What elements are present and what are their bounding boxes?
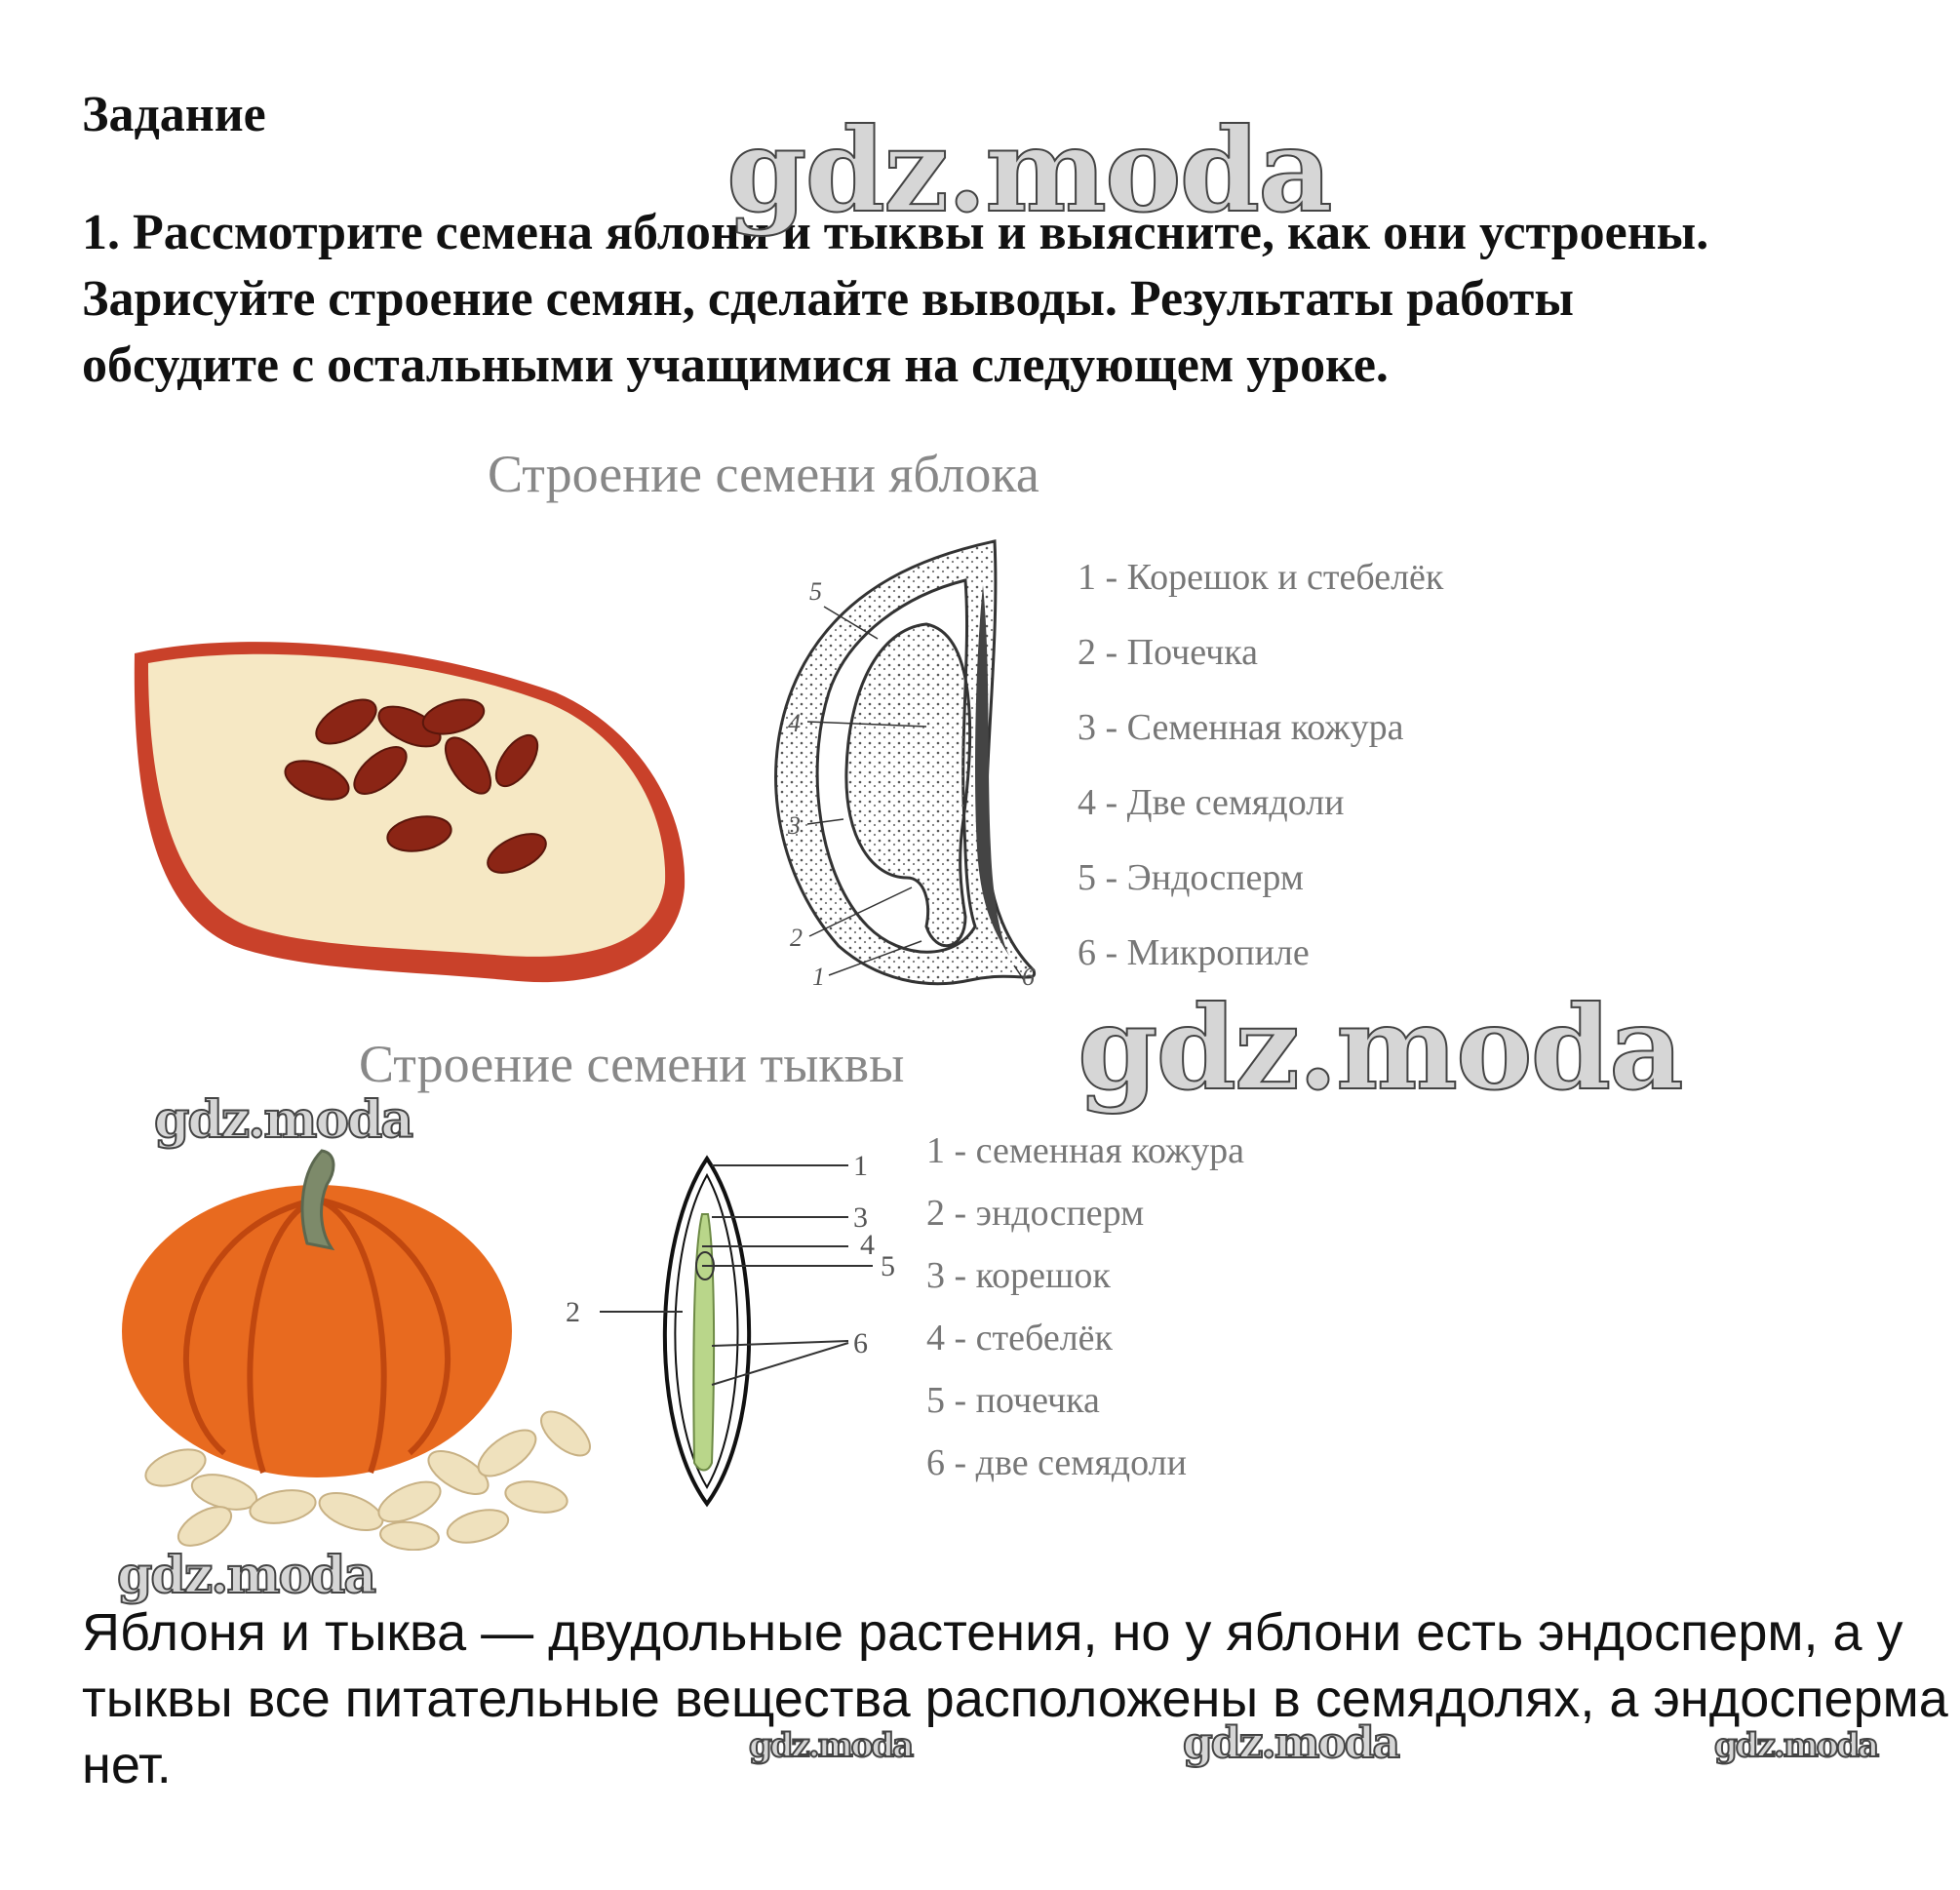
conclusion-line: тыквы все питательные вещества расположены в семядолях, а эндосперма xyxy=(82,1670,1948,1728)
legend-item: 2 - Почечка xyxy=(1078,632,1259,673)
watermark: gdz.moda xyxy=(726,102,1331,238)
task-line: 1. Рассмотрите семена яблони и тыквы и выясните, как они устроены. xyxy=(82,205,1709,260)
watermark: gdz.moda xyxy=(1183,1718,1399,1768)
legend-item: 3 - Семенная кожура xyxy=(1078,707,1404,748)
conclusion-text xyxy=(82,1599,1948,1798)
pumpkin-label-4: 4 xyxy=(860,1229,875,1261)
legend-item: 4 - стебелёк xyxy=(926,1318,1113,1358)
page-heading: Задание xyxy=(82,87,266,142)
pumpkin-label-1: 1 xyxy=(853,1150,868,1182)
legend-item: 6 - две семядоли xyxy=(926,1442,1187,1483)
legend-item: 3 - корешок xyxy=(926,1255,1111,1296)
watermark: gdz.moda xyxy=(1078,980,1682,1116)
task-line: обсудите с остальными учащимися на следующем уроке. xyxy=(82,337,1389,393)
apple-label-1: 1 xyxy=(812,963,825,991)
apple-label-4: 4 xyxy=(788,709,801,737)
watermark: gdz.moda xyxy=(117,1546,375,1605)
apple-label-3: 3 xyxy=(788,811,801,840)
pumpkin-label-3: 3 xyxy=(853,1201,868,1234)
apple-seed-diagram xyxy=(731,527,1053,995)
legend-item: 5 - Эндосперм xyxy=(1078,857,1304,898)
watermark: gdz.moda xyxy=(749,1726,913,1765)
conclusion-line: нет. xyxy=(82,1736,172,1794)
apple-label-5: 5 xyxy=(809,577,822,606)
legend-item: 1 - Корешок и стебелёк xyxy=(1078,557,1444,598)
legend-item: 2 - эндосперм xyxy=(926,1193,1145,1234)
pumpkin-seed-diagram xyxy=(556,1141,907,1521)
legend-item: 1 - семенная кожура xyxy=(926,1130,1244,1171)
legend-item: 6 - Микропиле xyxy=(1078,932,1310,973)
apple-legend xyxy=(1078,556,1443,1006)
task-line: Зарисуйте строение семян, сделайте выводы. Результаты работы xyxy=(82,271,1574,327)
pumpkin-label-5: 5 xyxy=(881,1250,895,1282)
watermark: gdz.moda xyxy=(154,1090,412,1150)
pumpkin-figure-title: Строение семени тыквы xyxy=(359,1035,905,1093)
pumpkin-label-6: 6 xyxy=(853,1327,868,1359)
apple-figure-title: Строение семени яблока xyxy=(488,445,1039,503)
legend-item: 5 - почечка xyxy=(926,1380,1100,1421)
apple-slice-illustration xyxy=(127,634,702,995)
conclusion-line: Яблоня и тыква — двудольные растения, но у яблони есть эндосперм, а у xyxy=(82,1603,1903,1662)
apple-label-6: 6 xyxy=(1022,963,1035,991)
legend-item: 4 - Две семядоли xyxy=(1078,782,1345,823)
watermark: gdz.moda xyxy=(1714,1726,1878,1765)
pumpkin-label-2: 2 xyxy=(566,1296,580,1328)
apple-label-2: 2 xyxy=(790,924,803,952)
pumpkin-legend xyxy=(926,1129,1244,1504)
